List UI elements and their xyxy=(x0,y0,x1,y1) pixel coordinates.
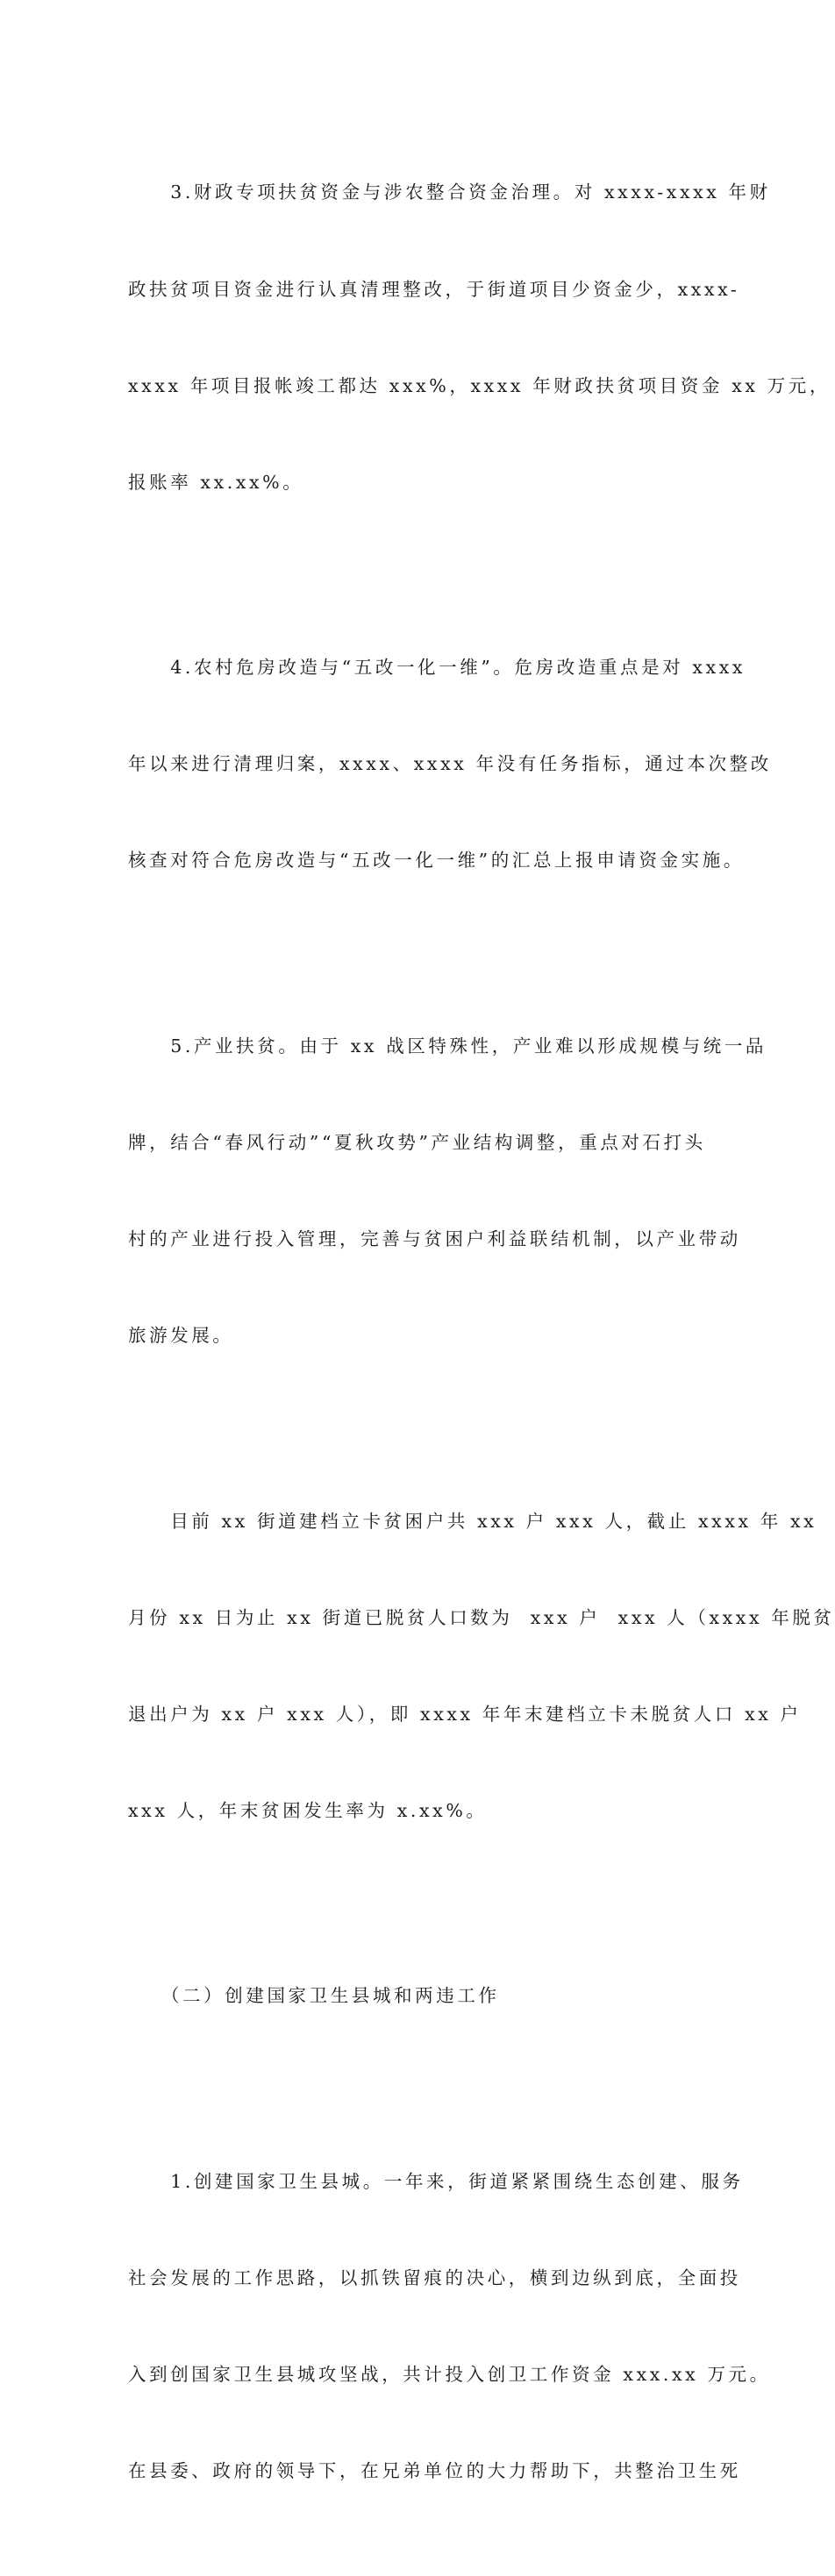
paragraph-poverty-summary xyxy=(128,1441,835,1891)
text-line: 核查对符合危房改造与“五改一化一维”的汇总上报申请资金实施。 xyxy=(128,850,745,872)
text-line: 3.财政专项扶贫资金与涉农整合资金治理。对 xxxx-xxxx 年财 xyxy=(128,181,771,203)
text-line: 牌，结合“春风行动”“夏秋攻势”产业结构调整，重点对石打头 xyxy=(128,1131,706,1153)
text-line: 旅游发展。 xyxy=(128,1325,234,1347)
section-heading xyxy=(128,1916,707,2077)
text-line: 社会发展的工作思路，以抓铁留痕的决心，横到边纵到底，全面投 xyxy=(128,2267,741,2289)
text-line: 报账率 xx.xx%。 xyxy=(128,471,304,493)
text-line: 退出户为 xx 户 xxx 人），即 xxxx 年年末建档立卡未脱贫人口 xx 户 xyxy=(128,1703,802,1725)
paragraph-housing-renovation xyxy=(128,587,772,942)
paragraph-industry-poverty xyxy=(128,965,767,1416)
document-body xyxy=(128,112,835,2576)
text-line: 1.创建国家卫生县城。一年来，街道紧紧围绕生态创建、服务 xyxy=(128,2170,744,2192)
paragraph-fund-governance xyxy=(128,112,831,563)
text-line: 年以来进行清理归案，xxxx、xxxx 年没有任务指标，通过本次整改 xyxy=(128,753,772,775)
text-line: 目前 xx 街道建档立卡贫困户共 xxx 户 xxx 人，截止 xxxx 年 xx xyxy=(128,1510,817,1532)
text-line: xxx 人，年末贫困发生率为 x.xx%。 xyxy=(128,1799,488,1821)
heading-line: （二）创建国家卫生县城和两违工作 xyxy=(128,1985,500,2007)
text-line: 入到创国家卫生县城攻坚战，共计投入创卫工作资金 xxx.xx 万元。 xyxy=(128,2364,771,2386)
text-line: 在县委、政府的领导下，在兄弟单位的大力帮助下，共整治卫生死 xyxy=(128,2460,741,2482)
paragraph-sanitary-city xyxy=(128,2102,771,2552)
text-line: 村的产业进行投入管理，完善与贫困户利益联结机制，以产业带动 xyxy=(128,1228,741,1250)
text-line: 月份 xx 日为止 xx 街道已脱贫人口数为 xxx 户 xxx 人（xxxx 年脱贫 xyxy=(128,1606,835,1628)
text-line: 5.产业扶贫。由于 xx 战区特殊性，产业难以形成规模与统一品 xyxy=(128,1035,767,1057)
text-line: 4.农村危房改造与“五改一化一维”。危房改造重点是对 xxxx xyxy=(128,657,746,679)
text-line: 政扶贫项目资金进行认真清理整改，于街道项目少资金少，xxxx- xyxy=(128,278,740,300)
text-line: xxxx 年项目报帐竣工都达 xxx%，xxxx 年财政扶贫项目资金 xx 万元， xyxy=(128,374,831,396)
